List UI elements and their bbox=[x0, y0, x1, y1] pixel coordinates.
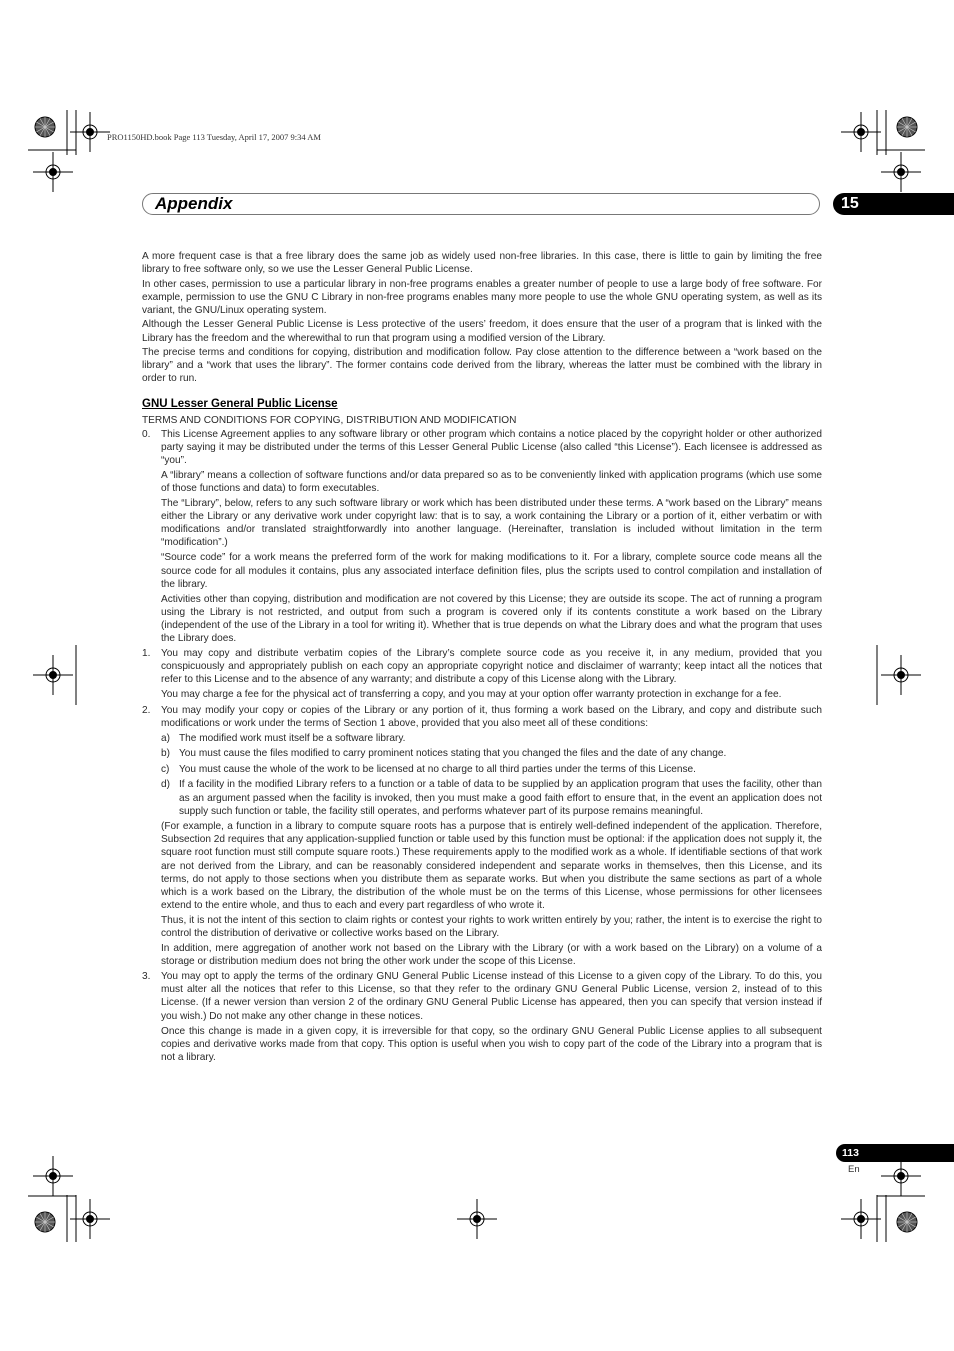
sub-item-c bbox=[161, 763, 822, 776]
item-paragraph: This License Agreement applies to any software library or other program which contains a notice placed by the copyright holder or other authorized party saying it may be distributed under the terms of this Lesser General Public License (also called “this License”). Each licensee is addressed as “you”. bbox=[161, 428, 822, 466]
section-title: GNU Lesser General Public License bbox=[142, 398, 338, 411]
item-paragraph: Once this change is made in a given copy, it is irreversible for that copy, so the ordinary GNU General Public License applies to all subsequent copies and derivative works made from that copy. This option is useful when you wish to copy part of the code of the Library into a program that is not a library. bbox=[161, 1025, 822, 1063]
intro-paragraph: The precise terms and conditions for copying, distribution and modification follow. Pay close attention to the difference between a “work based on the library” and a “work that uses the library”. The former contains code derived from the library, whereas the latter must be combined with the library in order to run. bbox=[142, 347, 822, 385]
sub-item-text: If a facility in the modified Library refers to a function or a table of data to be supplied by an application program that uses the facility, other than as an argument passed when the facility is invoked, then you must make a good faith effort to ensure that, in the event an application does not supply such function or table, the facility still operates, and performs whatever part of its purpose remains meaningful. bbox=[179, 779, 822, 817]
chapter-title: Appendix bbox=[155, 194, 233, 213]
license-item-2 bbox=[142, 704, 822, 969]
sub-item-label: a) bbox=[161, 732, 170, 744]
item-paragraph: You may modify your copy or copies of the Library or any portion of it, thus forming a work based on the Library, and copy and distribute such modifications or work under the terms of Section 1 above, provided that you also meet all of these conditions: bbox=[161, 704, 822, 729]
intro-paragraph: Although the Lesser General Public License is Less protective of the users’ freedom, it does ensure that the user of a program that is linked with the Library has the freedom and the wherewithal to run that program using a modified version of the Library. bbox=[142, 319, 822, 344]
file-info-line: PRO1150HD.book Page 113 Tuesday, April 17, 2007 9:34 AM bbox=[107, 132, 321, 142]
registration-mark bbox=[898, 169, 905, 176]
registration-mark bbox=[474, 1216, 481, 1223]
sub-item-label: b) bbox=[161, 748, 170, 760]
sub-item-label: c) bbox=[161, 763, 170, 775]
license-item-1 bbox=[142, 647, 822, 701]
registration-mark bbox=[898, 1173, 905, 1180]
item-paragraph: You may copy and distribute verbatim copies of the Library’s complete source code as you receive it, in any medium, provided that you conspicuously and appropriately publish on each copy an appropriate copyright notice and disclaimer of warranty; keep intact all the notices that refer to this License and to the absence of any warranty; and distribute a copy of this License along with the Library. bbox=[161, 648, 822, 686]
language-code: En bbox=[848, 1164, 860, 1175]
registration-mark bbox=[858, 1216, 865, 1223]
intro-paragraph: In other cases, permission to use a particular library in non-free programs enables a greater number of people to use a large body of free software. For example, permission to use the GNU C Library in non-free programs enables many more people to use the whole GNU operating system, as well as its variant, the GNU/Linux operating system. bbox=[142, 278, 822, 316]
item-number: 2. bbox=[142, 704, 151, 716]
item-paragraph: “Source code” for a work means the preferred form of the work for making modifications to it. For a library, complete source code means all the source code for all modules it contains, plus any associated interface definition files, plus the scripts used to control compilation and installation of the library. bbox=[161, 552, 822, 590]
sub-item-text: You must cause the whole of the work to be licensed at no charge to all third parties under the terms of this License. bbox=[179, 763, 696, 775]
intro-paragraphs bbox=[142, 250, 822, 385]
item-paragraph: You may charge a fee for the physical act of transferring a copy, and you may at your option offer warranty protection in exchange for a fee. bbox=[161, 689, 782, 701]
item-paragraph: In addition, mere aggregation of another work not based on the Library with the Library (or with a work based on the Library) on a volume of a storage or distribution medium does not bring the other work under the scope of this License. bbox=[161, 943, 822, 968]
item-paragraph: Activities other than copying, distribution and modification are not covered by this License; they are outside its scope. The act of running a program using the Library is not restricted, and output from such a program is covered only if its contents constitute a work based on the Library (independent of the use of the Library in a tool for writing it). Whether that is true depends on what the Library does and what the program that uses the Library does. bbox=[161, 593, 822, 645]
section-subheading: TERMS AND CONDITIONS FOR COPYING, DISTRIBUTION AND MODIFICATION bbox=[142, 414, 517, 426]
main-content bbox=[142, 250, 822, 1066]
sub-item-text: You must cause the files modified to carry prominent notices stating that you changed the files and the date of any change. bbox=[179, 748, 727, 760]
sub-item-label: d) bbox=[161, 779, 170, 791]
sub-item-b bbox=[161, 747, 822, 760]
item-number: 1. bbox=[142, 648, 151, 660]
item-number: 3. bbox=[142, 971, 151, 983]
sub-item-a bbox=[161, 732, 822, 745]
page-number-tab: 113 bbox=[836, 1144, 954, 1162]
item-paragraph: Thus, it is not the intent of this section to claim rights or contest your rights to work written entirely by you; rather, the intent is to exercise the right to control the distribution of derivative or collective works based on the Library. bbox=[161, 914, 822, 939]
intro-paragraph: A more frequent case is that a free library does the same job as widely used non-free libraries. In this case, there is little to gain by limiting the free library to free software only, so we use the Lesser General Public License. bbox=[142, 251, 822, 276]
item-paragraph: You may opt to apply the terms of the ordinary GNU General Public License instead of this License to a given copy of the Library. To do this, you must alter all the notices that refer to this License, so that they refer to the ordinary GNU General Public License, version 2, instead of to this License. (If a newer version than version 2 of the ordinary GNU General Public License has appeared, then you can specify that version instead if you wish.) Do not make any other change in these notices. bbox=[161, 971, 822, 1022]
registration-mark bbox=[87, 1216, 94, 1223]
registration-mark bbox=[50, 672, 57, 679]
license-item-0 bbox=[142, 428, 822, 646]
item-paragraph: (For example, a function in a library to compute square roots has a purpose that is entirely well-defined independent of the application. Therefore, Subsection 2d requires that any application-supplied function or table used by this function must be optional: if the application does not supply it, the square root function must still compute square roots.) These requirements apply to the modified work as a whole. If identifiable sections of that work are not derived from the Library, and can be reasonably considered independent and separate works in themselves, then this License, and its terms, do not apply to those sections when you distribute them as separate works. But when you distribute the same sections as part of a whole which is a work based on the Library, the distribution of the whole must be on the terms of this License, whose permissions for other licensees extend to the entire whole, and thus to each and every part regardless of who wrote it. bbox=[161, 821, 822, 911]
item-paragraph: The “Library”, below, refers to any such software library or work which has been distributed under these terms. A “work based on the Library” means either the Library or any derivative work under copyright law: that is to say, a work containing the Library or a portion of it, either verbatim or with modifications and/or translated straightforwardly into another language. (Hereinafter, translation is included without limitation in the term “modification”.) bbox=[161, 498, 822, 549]
sub-item-d bbox=[161, 778, 822, 817]
chapter-number-tab: 15 bbox=[833, 193, 954, 215]
registration-mark bbox=[50, 169, 57, 176]
registration-mark bbox=[50, 1173, 57, 1180]
license-item-3 bbox=[142, 970, 822, 1064]
registration-mark bbox=[858, 129, 865, 136]
registration-mark bbox=[898, 672, 905, 679]
sub-item-text: The modified work must itself be a software library. bbox=[179, 732, 406, 744]
item-paragraph: A “library” means a collection of software functions and/or data prepared so as to be conveniently linked with application programs (which use some of those functions and data) to form executables. bbox=[161, 469, 822, 494]
chapter-header-bar bbox=[142, 193, 820, 215]
registration-mark bbox=[87, 129, 94, 136]
item-number: 0. bbox=[142, 428, 151, 440]
